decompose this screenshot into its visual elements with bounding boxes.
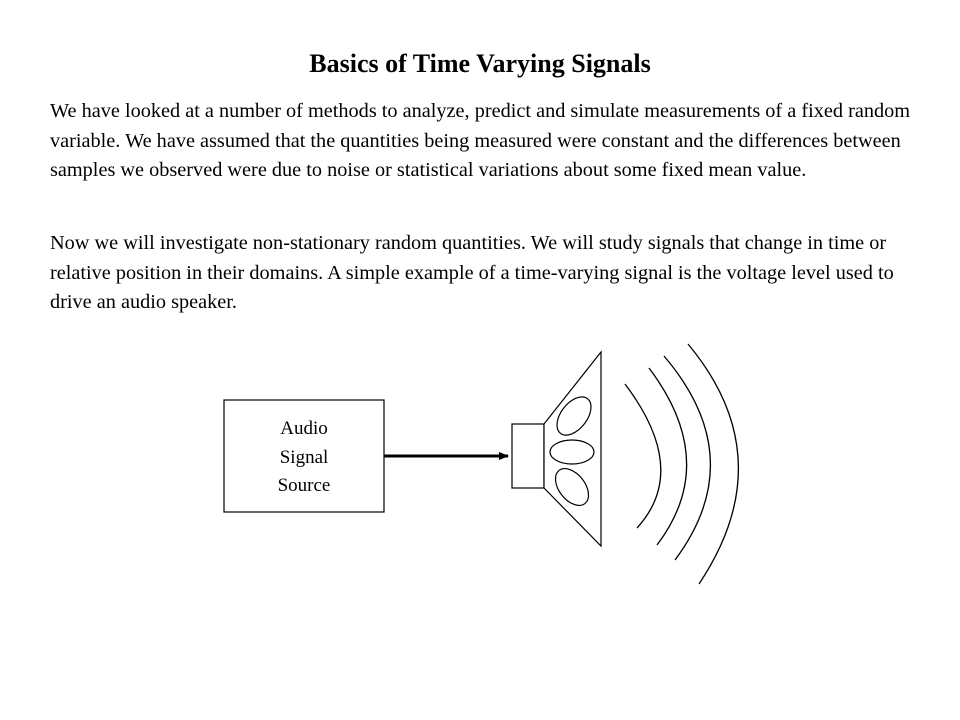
audio-source-label xyxy=(224,415,384,501)
sound-wave-4 xyxy=(688,344,738,584)
sound-wave-1 xyxy=(625,384,661,528)
cone-ellipse-middle xyxy=(550,440,594,464)
source-label-line-source: Source xyxy=(277,475,331,496)
sound-wave-2 xyxy=(649,368,687,545)
time-varying-paragraph: Now we will investigate non-stationary random quantities. We will study signals that change in time or relative position in their domains. A simple example of a time-varying signal is the voltage level used to drive an audio speaker. xyxy=(50,232,894,313)
source-label-line-audio: Audio xyxy=(280,418,328,439)
sound-wave-3 xyxy=(664,356,710,560)
slide-title: Basics of Time Varying Signals xyxy=(309,49,651,78)
source-label-line-signal: Signal xyxy=(279,446,329,468)
speaker-driver xyxy=(512,424,544,488)
intro-paragraph: We have looked at a number of methods to analyze, predict and simulate measurements of a fixed random variable. We have assumed that the quantities being measured were constant and the differences between samples we observed were due to noise or statistical variations about some fixed mean value. xyxy=(50,100,911,181)
